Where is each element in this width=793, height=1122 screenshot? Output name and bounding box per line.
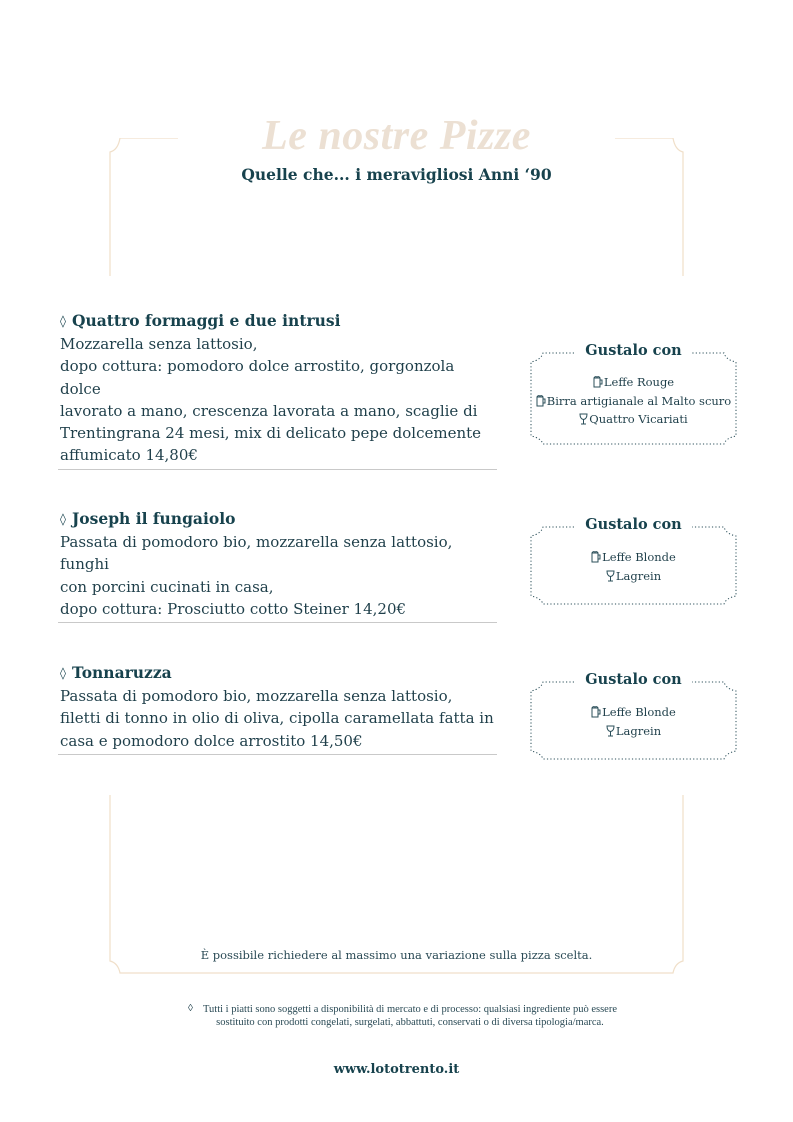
pairing-list xyxy=(529,373,738,429)
menu-item-name: Quattro formaggi e due intrusi xyxy=(71,311,341,330)
wine-glass-icon xyxy=(579,413,588,425)
pairing-entry xyxy=(529,548,738,567)
menu-item-title xyxy=(60,662,497,685)
beer-mug-icon xyxy=(536,395,546,407)
diamond-bullet-icon: ◊ xyxy=(60,666,66,680)
description-line: lavorato a mano, crescenza lavorata a mano, scaglie di xyxy=(60,401,478,420)
pairing-label: Quattro Vicariati xyxy=(589,412,688,427)
pairing-list xyxy=(529,703,738,740)
pairing-label: Leffe Blonde xyxy=(602,705,676,719)
item-divider xyxy=(58,469,497,470)
wine-glass-icon xyxy=(606,570,615,582)
item-divider xyxy=(58,754,497,755)
description-line: con porcini cucinati in casa, xyxy=(60,577,274,596)
page-title: Le nostre Pizze xyxy=(262,113,531,159)
description-line: Passata di pomodoro bio, mozzarella senza lattosio, funghi xyxy=(60,533,453,574)
diamond-bullet-icon: ◊ xyxy=(60,512,66,526)
beer-mug-icon xyxy=(593,376,603,388)
description-line: dopo cottura: Prosciutto cotto Steiner 14,20€ xyxy=(60,599,407,618)
website-link[interactable]: www.lototrento.it xyxy=(333,1062,460,1077)
pairing-box xyxy=(529,342,738,445)
menu-item-name: Tonnaruzza xyxy=(71,663,172,682)
pairing-box xyxy=(529,516,738,605)
pairing-label: Leffe Rouge xyxy=(603,375,675,389)
menu-item-title xyxy=(60,508,497,531)
pairing-entry xyxy=(529,703,738,722)
item-divider xyxy=(58,622,497,623)
menu-item-title xyxy=(60,310,497,333)
pairing-heading: Gustalo con xyxy=(585,516,682,533)
pairing-label: Leffe Blonde xyxy=(602,550,676,564)
description-line: casa e pomodoro dolce arrostito 14,50€ xyxy=(60,731,363,750)
pairing-entry xyxy=(529,567,738,586)
description-line: Passata di pomodoro bio, mozzarella senza lattosio, xyxy=(60,687,453,705)
description-line: dopo cottura: pomodoro dolce arrostito, gorgonzola dolce xyxy=(60,357,455,398)
disclaimer-line: sostituito con prodotti congelati, surgelati, abbattuti, conservati o di diversa tipologia/marca. xyxy=(216,1017,604,1028)
page-subtitle: Quelle che... i meravigliosi Anni ‘90 xyxy=(241,165,552,184)
pairing-label: Lagrein xyxy=(615,723,662,738)
menu-item xyxy=(60,508,497,623)
menu-item-description xyxy=(60,531,497,620)
beer-mug-icon xyxy=(591,551,601,563)
description-line: Mozzarella senza lattosio, xyxy=(60,335,258,353)
menu-item-name: Joseph il fungaiolo xyxy=(71,509,236,528)
pairing-entry xyxy=(529,392,738,411)
wine-glass-icon xyxy=(606,725,615,737)
beer-mug-icon xyxy=(591,706,601,718)
menu-item xyxy=(60,662,497,755)
pairing-heading: Gustalo con xyxy=(585,671,682,688)
description-line: Trentingrana 24 mesi, mix di delicato pepe dolcemente xyxy=(60,424,482,443)
diamond-bullet-icon: ◊ xyxy=(60,314,66,328)
pairing-entry xyxy=(529,722,738,741)
variation-note: È possibile richiedere al massimo una variazione sulla pizza scelta. xyxy=(200,948,593,962)
pairing-label: Lagrein xyxy=(615,568,662,583)
menu-item xyxy=(60,310,497,470)
pairing-list xyxy=(529,548,738,585)
description-line: filetti di tonno in olio di oliva, cipolla caramellata fatta in xyxy=(60,709,494,728)
description-line: affumicato 14,80€ xyxy=(60,446,198,465)
diamond-bullet-icon: ◊ xyxy=(188,1003,193,1014)
pairing-heading: Gustalo con xyxy=(585,342,682,359)
pairing-entry xyxy=(529,373,738,392)
disclaimer-line: Tutti i piatti sono soggetti a disponibilità di mercato e di processo: qualsiasi ingrediente può essere xyxy=(202,1004,617,1015)
pairing-entry xyxy=(529,410,738,429)
pairing-label: Birra artigianale al Malto scuro xyxy=(546,393,732,408)
disclaimer xyxy=(190,1003,630,1029)
menu-item-description xyxy=(60,333,497,467)
pairing-box xyxy=(529,671,738,760)
menu-item-description xyxy=(60,685,497,752)
